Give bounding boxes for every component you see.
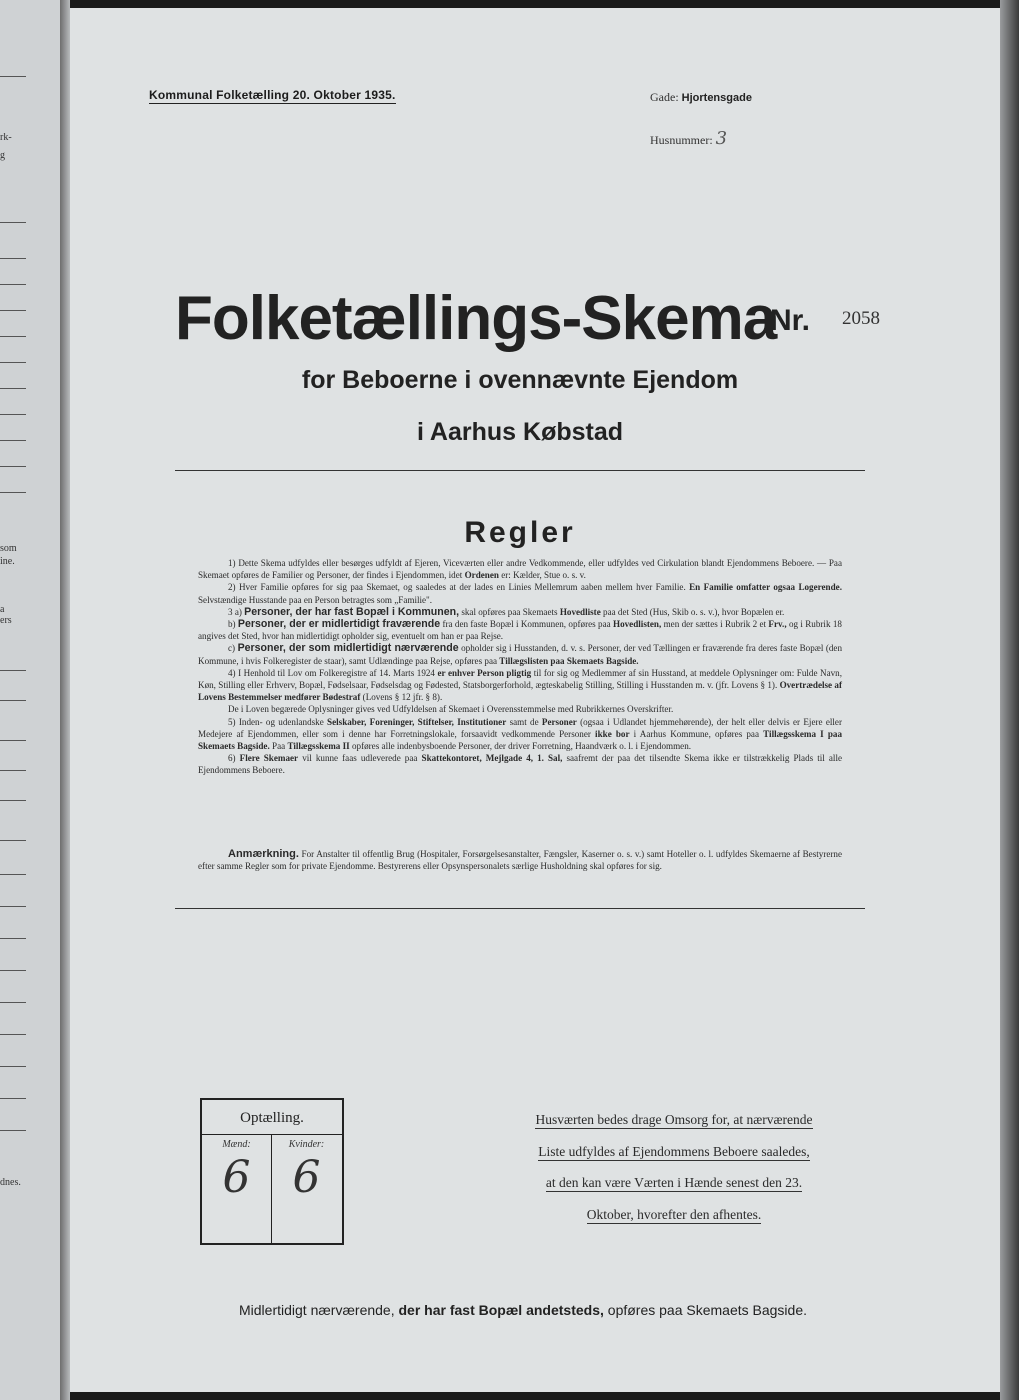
divider [175, 908, 865, 909]
remark-note [198, 848, 842, 872]
rule-line [0, 970, 26, 971]
rule-line [0, 1098, 26, 1099]
women-count: 6 [292, 1152, 321, 1203]
rule-5: 5) Inden- og udenlandske Selskaber, Foreninger, Stiftelser, Institutioner samt de Personer (ogsaa i Udlandet hjemmehørende), der helt eller delvis er Ejere eller Medejere af Ejendommen, eller som i denne har Forretningslokale, forsaavidt vedkommende Personer ikke bor i Aarhus Kommune, opføres paa Tillægsskema I paa Skemaets Bagside. Paa Tillægsskema II opføres alle indenbysboende Personer, der driver Forretning, Haandværk o. l. i Ejendommen. [198, 716, 842, 752]
rule-3b: b) Personer, der er midlertidigt fraværende fra den faste Bopæl i Kommunen, opføres paa Hovedlisten, men der sættes i Rubrik 2 et Frv., og i Rubrik 18 angives det Sted, hvor han midlertidigt opholder sig, eventuelt om han er paa Rejse. [198, 618, 842, 642]
rule-3a: 3 a) Personer, der har fast Bopæl i Kommunen, skal opføres paa Skemaets Hovedliste paa det Sted (Hus, Skib o. s. v.), hvor Bopælen er. [228, 605, 785, 618]
remark-label: Anmærkning. [228, 848, 299, 860]
rule-line [0, 670, 26, 671]
footer-note: Midlertidigt nærværende, der har fast Bopæl andetsteds, opføres paa Skemaets Bagside. [238, 1302, 808, 1318]
men-column [202, 1135, 272, 1243]
rule-line [0, 440, 26, 441]
rule-4: 4) I Henhold til Lov om Folkeregistre af 14. Marts 1924 er enhver Person pligtig til for sig og Medlemmer af sin Husstand, at meddele Oplysninger om: Fulde Navn, Køn, Stilling eller Erhverv, Bopæl, Fødselsaar, Fødselsdag og Fødested, Statsborgerforhold, ægteskabelig Stilling, Stilling i Husstanden m. v. (jfr. Lovens § 1). Overtrædelse af Lovens Bestemmelser medfører Bødestraf (Lovens § 12 jfr. § 8). [198, 667, 842, 703]
men-label: Mænd: [222, 1139, 251, 1150]
rule-line [0, 222, 26, 223]
form-number: 2058 [842, 308, 880, 329]
house-number-label: Husnummer: [650, 133, 713, 147]
instruction-line: Oktober, hvorefter den afhentes. [586, 1206, 762, 1222]
rule-line [0, 388, 26, 389]
rule-line [0, 770, 26, 771]
rule-line [0, 700, 26, 701]
rule-line [0, 740, 26, 741]
rule-4-continued: De i Loven begærede Oplysninger gives ved Udfyldelsen af Skemaet i Overensstemmelse med Rubrikkernes Overskrifter. [228, 704, 674, 715]
rule-line [0, 906, 26, 907]
men-count: 6 [222, 1152, 251, 1203]
rules-text [198, 557, 842, 777]
rule-line [0, 1034, 26, 1035]
street-value: Hjortensgade [681, 92, 752, 104]
rule-line [0, 336, 26, 337]
street-field [650, 90, 752, 105]
page-fragment: ers [0, 615, 12, 626]
instruction-line: Liste udfyldes af Ejendommens Beboere saaledes, [538, 1143, 810, 1159]
count-box [200, 1098, 344, 1245]
form-subtitle-1: for Beboerne i ovennævnte Ejendom [301, 366, 739, 394]
rule-line [0, 1130, 26, 1131]
women-column [272, 1135, 341, 1243]
instruction-line: Husværten bedes drage Omsorg for, at nærværende [535, 1112, 813, 1127]
rule-6: 6) Flere Skemaer vil kunne faas udleverede paa Skattekontoret, Mejlgade 4, 1. Sal, saafremt der paa det tilsendte Skema ikke er tilstrækkelig Plads til alle Ejendommens Beboere. [198, 753, 843, 776]
women-label: Kvinder: [288, 1139, 325, 1150]
page-stack-edge [1000, 0, 1019, 1400]
rule-3c: c) Personer, der som midlertidigt nærværende opholder sig i Husstanden, d. v. s. Personer, der ved Tællingen er fraværende fra deres faste Bopæl (den Kommune, i hvis Folkeregister de staar), samt Udlændinge paa Rejse, opføres paa Tillægslisten paa Skemaets Bagside. [198, 642, 842, 666]
book-gutter [60, 0, 70, 1400]
page-fragment: dnes. [0, 1177, 21, 1188]
remark-text: For Anstalter til offentlig Brug (Hospitaler, Forsørgelsesanstalter, Fængsler, Kaserner o. s. v.) samt Hoteller o. l. udfyldes Skemaerne af Bestyrerne efter samme Regler som for private Ejendomme. Bestyrerens eller Opsynspersonalets særlige Husholdning skal opføres for sig. [198, 849, 842, 872]
rule-line [0, 840, 26, 841]
street-label: Gade: [650, 90, 679, 104]
instruction-line: at den kan være Værten i Hænde senest den 23. [545, 1175, 803, 1190]
rule-line [0, 310, 26, 311]
census-title: Kommunal Folketælling 20. Oktober 1935. [149, 88, 396, 102]
rule-line [0, 258, 26, 259]
page-fragment: rk- [0, 132, 12, 143]
rule-line [0, 938, 26, 939]
rule-line [0, 284, 26, 285]
divider [175, 470, 865, 471]
rule-line [0, 874, 26, 875]
rule-line [0, 492, 26, 493]
rule-line [0, 1002, 26, 1003]
rules-heading: Regler [464, 516, 576, 549]
rule-1: 1) Dette Skema udfyldes eller besørges udfyldt af Ejeren, Viceværten eller andre Vedkommende, eller udfyldes ved Cirkulation blandt Ejendommens Beboere. — Paa Skemaet opføres de Familier og Personer, der findes i Ejendommen, idet Ordenen er: Kælder, Stue o. s. v. [198, 558, 842, 581]
previous-page-edge [0, 0, 60, 1400]
rule-line [0, 800, 26, 801]
page-fragment: ine. [0, 556, 15, 567]
rule-line [0, 466, 26, 467]
count-caption: Optælling. [202, 1100, 342, 1135]
rule-2: 2) Hver Familie opføres for sig paa Skemaet, og saaledes at der lades en Linies Mellemrum aaben mellem hver Familie. En Familie omfatter ogsaa Logerende. Selvstændige Husstande paa en Person betragtes som „Familie". [198, 582, 842, 605]
house-number-value: 3 [715, 128, 728, 149]
rule-line [0, 76, 26, 77]
form-subtitle-2: i Aarhus Købstad [416, 418, 624, 446]
page-fragment: som [0, 543, 17, 554]
house-number-field [650, 128, 727, 149]
nr-label: Nr. [770, 304, 811, 337]
page-fragment: g [0, 150, 5, 161]
landlord-instruction [502, 1104, 846, 1230]
rule-line [0, 1066, 26, 1067]
census-form-page [70, 8, 1000, 1392]
rule-line [0, 414, 26, 415]
page-fragment: a [0, 604, 5, 615]
form-title: Folketællings-Skema [175, 284, 777, 353]
rule-line [0, 362, 26, 363]
